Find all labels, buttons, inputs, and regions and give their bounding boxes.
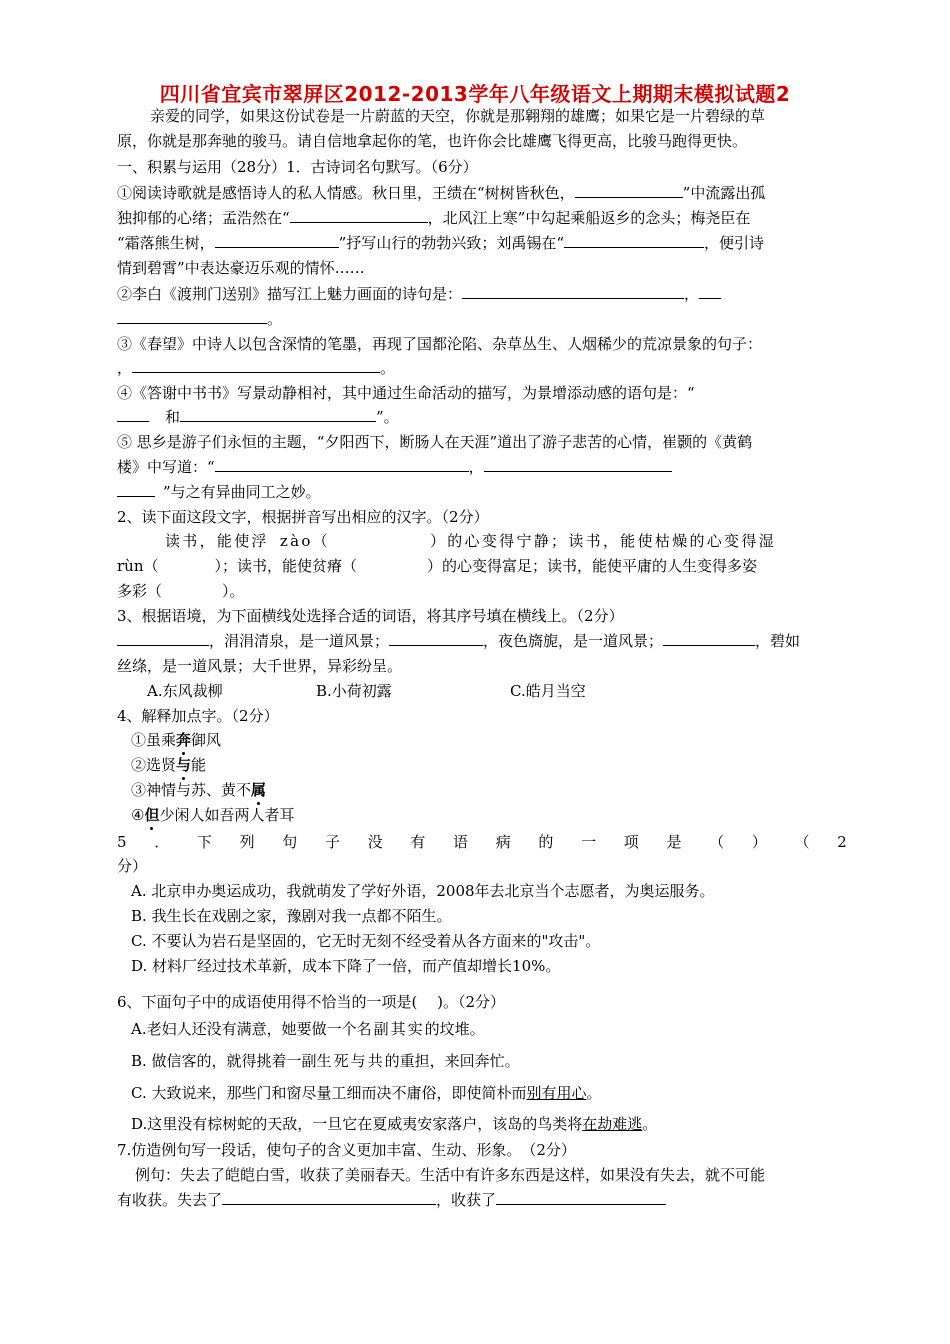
q1-3-line-1: ③《春望》中诗人以包含深情的笔墨，再现了国都沦陷、杂草丛生、人烟稀少的荒凉景象的句子： — [117, 335, 763, 353]
dotted-idiom: 名副其实 — [356, 1020, 425, 1038]
q2-line-1: 读书，能使浮 zào（ ）的心变得宁静；读书，能使枯燥的心变得湿 — [165, 532, 776, 550]
q6-header: 6、下面句子中的成语使用得不恰当的一项是( )。（2分） — [117, 993, 506, 1011]
dotted-idiom: 生死与共 — [316, 1052, 385, 1070]
answer-blank[interactable] — [132, 358, 380, 373]
intro-line-2: 原，你就是那奔驰的骏马。请自信地拿起你的笔，也许你会比雄鹰飞得更高，比骏马跑得更快。 — [117, 132, 748, 150]
q5-header: 5 ． 下 列 句 子 没 有 语 病 的 一 项 是 （ ） （ 2 — [117, 833, 847, 851]
q6-option-a: A.老妇人还没有满意，她要做一个名副其实的坟堆。 — [131, 1020, 485, 1038]
answer-blank[interactable] — [575, 183, 683, 198]
q4-item-4: ④但少闲人如吾两人者耳 — [131, 806, 295, 824]
q6-option-d: D.这里没有棕树蛇的天敌，一旦它在夏威夷安家落户，该岛的鸟类将在劫难逃。 — [131, 1115, 658, 1133]
q2-line-3: 多彩（ ）。 — [117, 582, 245, 600]
answer-blank[interactable] — [117, 309, 267, 324]
dotted-char: 奔 — [176, 731, 192, 749]
answer-blank[interactable] — [215, 233, 339, 248]
answer-blank[interactable] — [117, 482, 155, 497]
answer-blank[interactable] — [389, 631, 483, 646]
answer-blank[interactable] — [462, 284, 684, 299]
q5-option-b: B. 我生长在戏剧之家，豫剧对我一点都不陌生。 — [131, 907, 452, 925]
q1-1-line-2: 独抑郁的心绪；孟浩然在“ ，北风江上寒”中勾起乘船返乡的念头；梅尧臣在 — [117, 209, 751, 227]
dotted-char: 与 — [176, 756, 192, 774]
q6-option-b: B. 做信客的，就得挑着一副生死与共的重担，来回奔忙。 — [131, 1052, 520, 1070]
q1-4-line-1: ④《答谢中书书》写景动静相衬，其中通过生命活动的描写，为景增添动感的语句是：“ — [117, 384, 695, 402]
intro-line-1: 亲爱的同学，如果这份试卷是一片蔚蓝的天空，你就是那翱翔的雄鹰；如果它是一片碧绿的草 — [150, 107, 766, 125]
q1-2-line-1: ②李白《渡荆门送别》描写江上魅力画面的诗句是： ， — [117, 284, 721, 304]
answer-blank[interactable] — [180, 407, 376, 422]
q1-3-line-2: ， 。 — [117, 359, 396, 377]
q1-5-line-3: ”与之有异曲同工之妙。 — [117, 482, 321, 502]
q4-header: 4、解释加点字。（2分） — [117, 707, 279, 725]
q2-header: 2、读下面这段文字，根据拼音写出相应的汉字。（2分） — [117, 508, 489, 526]
underlined-idiom: 别有用心 — [526, 1084, 587, 1102]
q5-option-c: C. 不要认为岩石是坚固的，它无时无刻不经受着从各方面来的"攻击"。 — [131, 932, 601, 950]
q5-option-a: A. 北京申办奥运成功，我就萌发了学好外语，2008年去北京当个志愿者，为奥运服务。 — [131, 882, 715, 900]
q4-item-1: ①虽乘奔御风 — [131, 731, 222, 749]
q3-option-c: C.皓月当空 — [510, 682, 586, 700]
page-title: 四川省宜宾市翠屏区2012-2013学年八年级语文上期期末模拟试题2 — [159, 82, 791, 106]
dotted-char: 属 — [251, 781, 267, 799]
q1-5-line-2: 楼》中写道：“ ， — [117, 457, 672, 477]
q7-line-1: 例句：失去了皑皑白雪，收获了美丽春天。生活中有许多东西是这样，如果没有失去，就不可能 — [135, 1166, 766, 1184]
answer-blank[interactable] — [215, 457, 469, 472]
q1-2-line-2: 。 — [117, 309, 282, 329]
q1-1-line-1: ①阅读诗歌就是感悟诗人的私人情感。秋日里，王绩在“树树皆秋色， ”中流露出孤 — [117, 184, 766, 202]
q1-1-line-3: “霜落熊生树， ”抒写山行的勃勃兴致；刘禹锡在“ ，便引诗 — [117, 234, 765, 252]
answer-blank[interactable] — [484, 457, 672, 472]
q5-option-d: D. 材料厂经过技术革新，成本下降了一倍，而产值却增长10%。 — [131, 957, 561, 975]
q6-option-c: C. 大致说来，那些门和窗尽量工细而决不庸俗，即使简朴而别有用心。 — [131, 1084, 602, 1102]
q3-option-b: B.小荷初露 — [316, 682, 392, 700]
q2-line-2: rùn（ ）；读书，能使贫瘠（ ）的心变得富足；读书，能使平庸的人生变得多姿 — [117, 557, 758, 575]
q1-4-line-2: 和 ”。 — [117, 407, 399, 427]
q1-5-line-1: ⑤ 思乡是游子们永恒的主题，“夕阳西下，断肠人在天涯”道出了游子悲苦的心情，崔颢的《黄鹤 — [117, 433, 753, 451]
q4-item-3: ③神情与苏、黄不属 — [131, 781, 267, 799]
q3-option-a: A.东风裁柳 — [147, 682, 223, 700]
q5-header-end: 分） — [117, 857, 148, 875]
q3-line-1: ，涓涓清泉，是一道风景； ，夜色旖旎，是一道风景； ，碧如 — [117, 631, 800, 651]
q4-item-2: ②选贤与能 — [131, 756, 207, 774]
q1-1-line-4: 情到碧霄”中表达豪迈乐观的情怀…… — [117, 259, 365, 277]
answer-blank[interactable] — [496, 1190, 666, 1205]
q7-header: 7.仿造例句写一段话，使句子的含义更加丰富、生动、形象。 （2分） — [117, 1141, 576, 1159]
q3-header: 3、根据语境，为下面横线处选择合适的词语，将其序号填在横线上。（2分） — [117, 607, 624, 625]
underlined-idiom: 在劫难逃 — [582, 1115, 643, 1133]
answer-blank[interactable] — [290, 208, 428, 223]
dotted-char: 但 — [144, 806, 160, 824]
section1-header: 一、积累与运用（28分）1．古诗词名句默写。（6分） — [117, 158, 478, 176]
answer-blank[interactable] — [117, 407, 149, 422]
answer-blank[interactable] — [564, 233, 704, 248]
answer-blank[interactable] — [222, 1190, 436, 1205]
q3-line-2: 丝绦，是一道风景；大千世界，异彩纷呈。 — [117, 657, 403, 675]
answer-blank[interactable] — [699, 284, 721, 299]
answer-blank[interactable] — [117, 631, 209, 646]
q7-line-2: 有收获。失去了 ，收获了 — [117, 1190, 666, 1210]
answer-blank[interactable] — [663, 631, 755, 646]
